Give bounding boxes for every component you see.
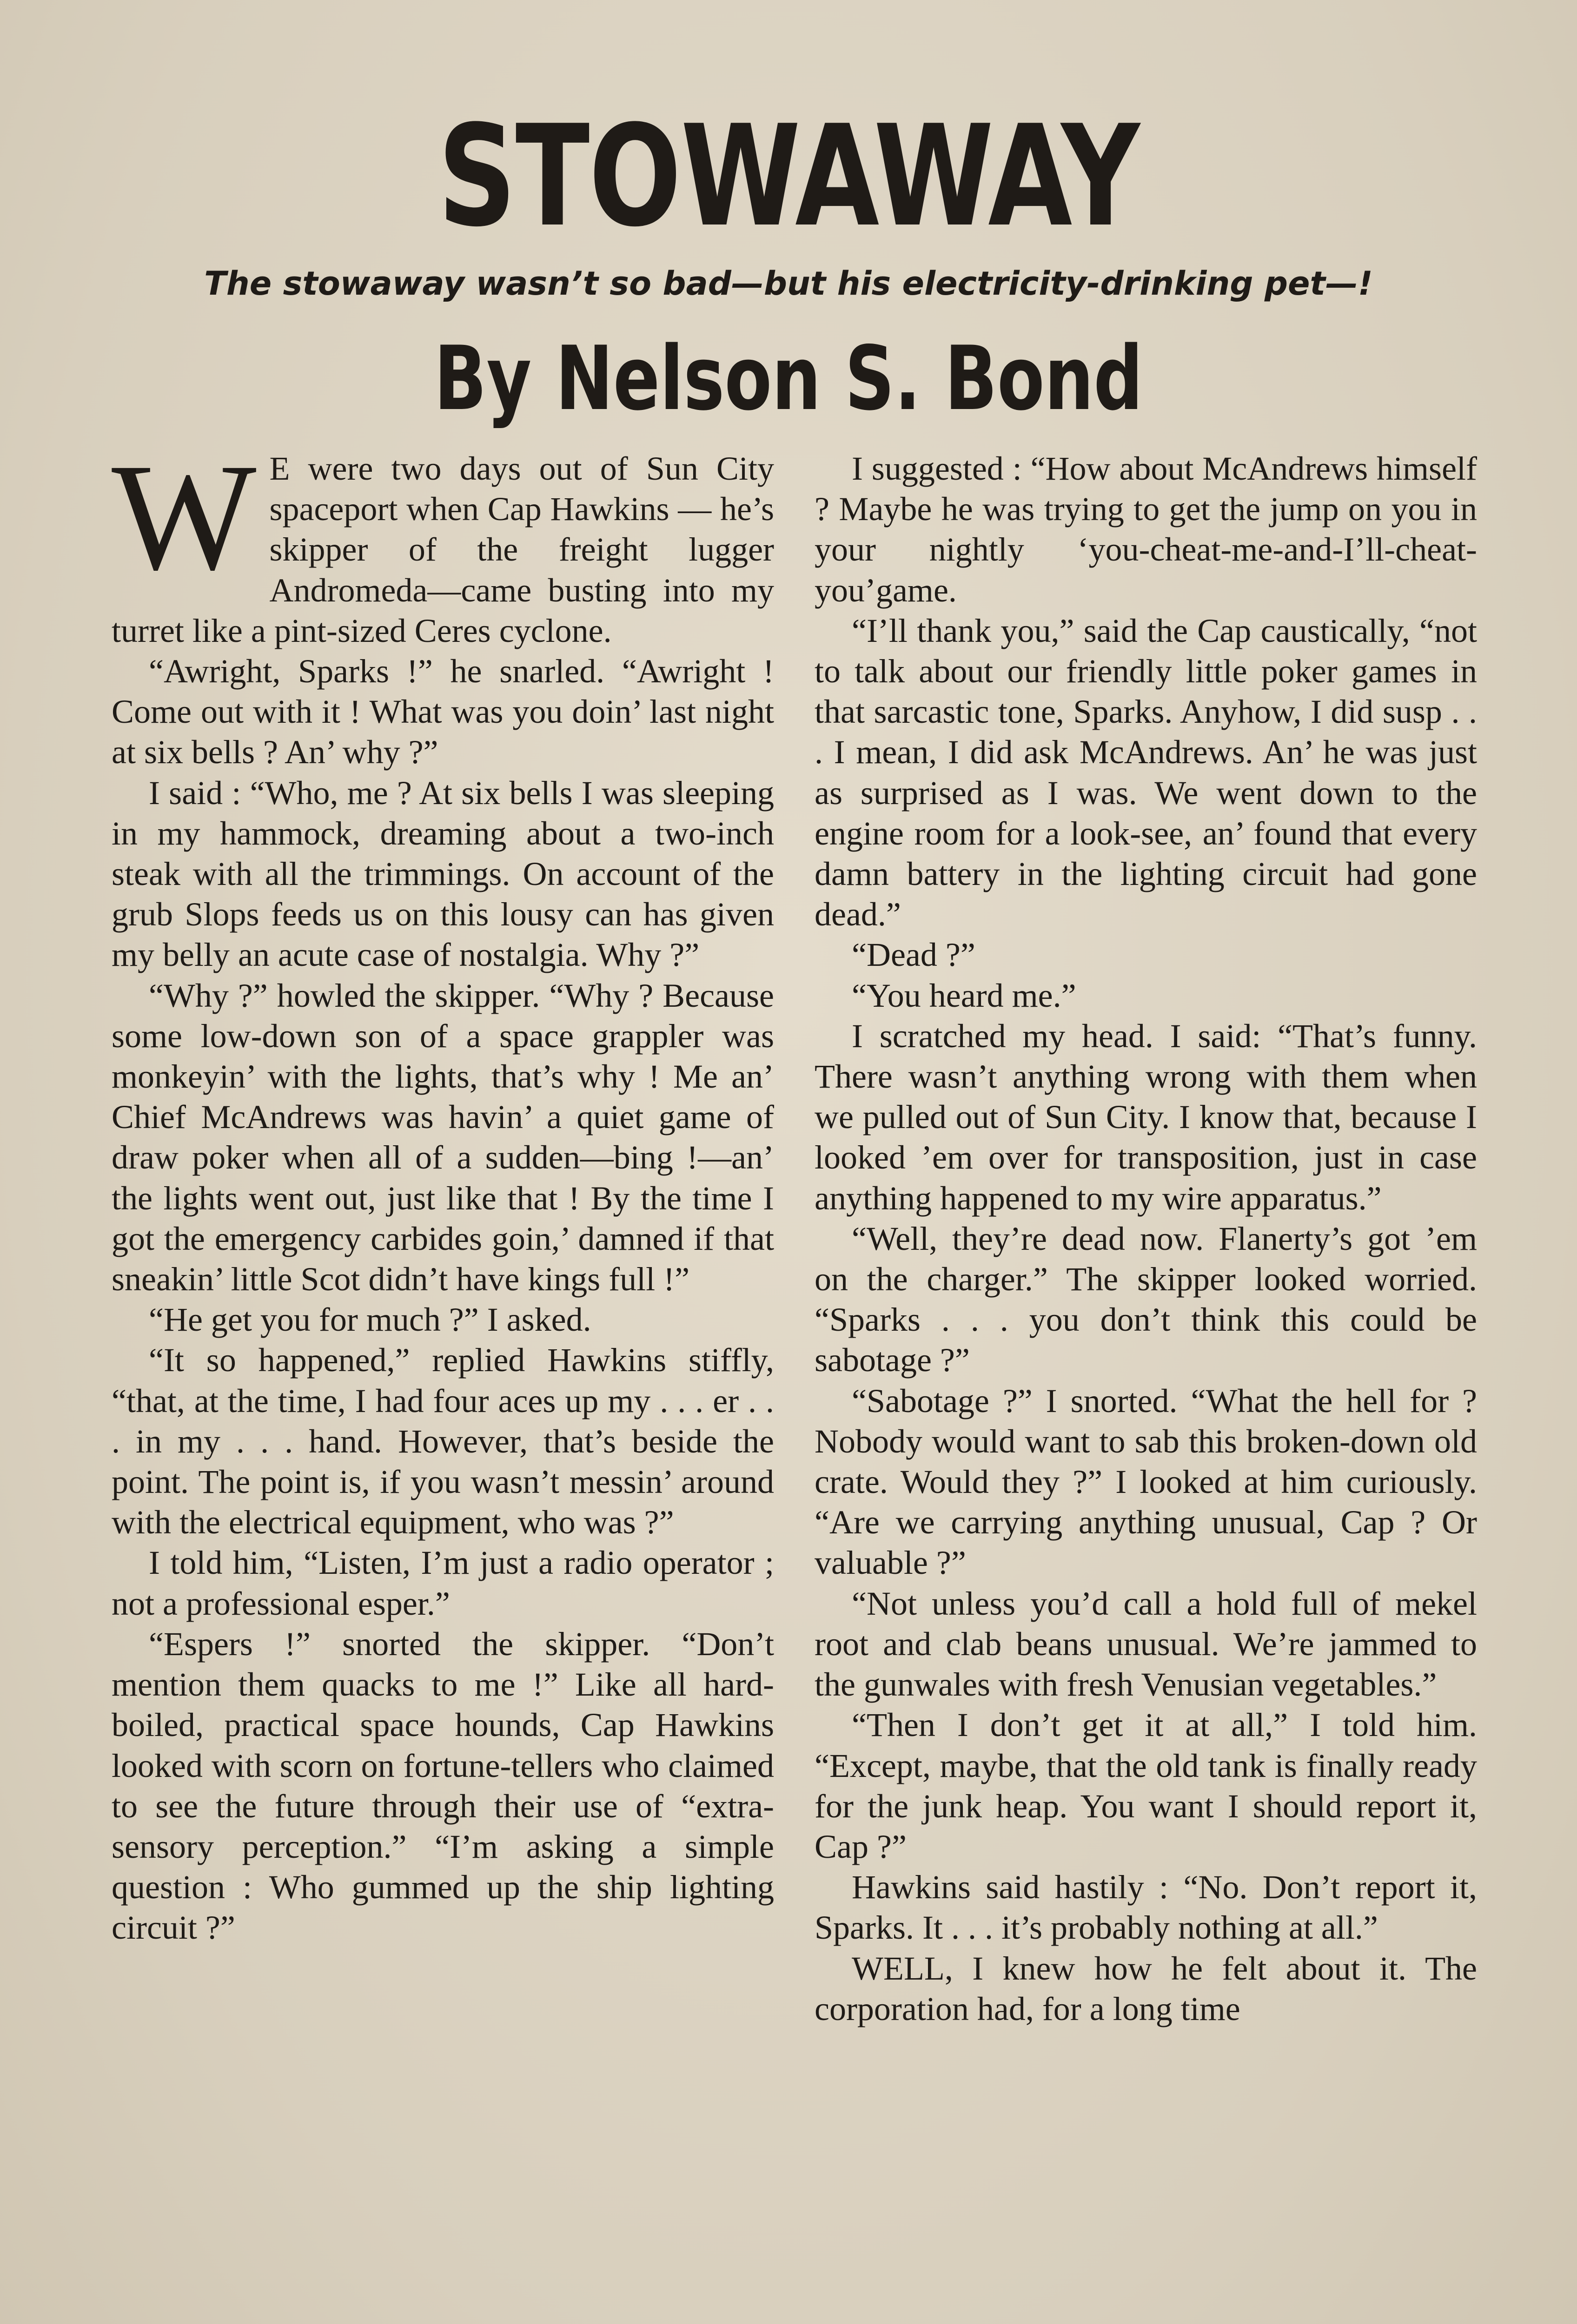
paragraph: “Dead ?” — [852, 936, 975, 974]
drop-cap: W — [112, 432, 257, 602]
left-column — [112, 432, 774, 1948]
paragraph: Hawkins said hastily : “No. Don’t report it, Sparks. It . . . it’s probably nothing at all.” — [815, 1868, 1477, 1947]
paragraph-text: E were two days out of Sun City spaceport when Cap Hawkins — he’s skipper of the freight lugger Andromeda—came busting into my turret like a pint-sized Ceres cyclone. — [112, 450, 774, 649]
paragraph: “Espers !” snorted the skipper. “Don’t mention them quacks to me !” Like all hard-boiled, practical space hounds, Cap Hawkins looked with scorn on fortune-tellers who claimed to see the future through their use of “extra-sensory perception.” “I’m asking a simple question : Who gummed up the ship lighting circuit ?” — [112, 1625, 774, 1947]
paragraph: “Why ?” howled the skipper. “Why ? Because some low-down son of a space grappler was monkeyin’ with the lights, that’s why ! Me an’ Chief McAndrews was havin’ a quiet game of draw poker when all of a sudden—bing !—an’ the lights went out, just like that ! By the time I got the emergency carbides goin,’ damned if that sneakin’ little Scot didn’t have kings full !” — [112, 977, 774, 1298]
paragraph: I said : “Who, me ? At six bells I was sleeping in my hammock, dreaming about a two-inch steak with all the trimmings. On account of the grub Slops feeds us on this lousy can has given my belly an acute case of nostalgia. Why ?” — [112, 774, 774, 974]
paragraph: “Awright, Sparks !” he snarled. “Awright ! Come out with it ! What was you doin’ last night at six bells ? An’ why ?” — [112, 653, 774, 771]
paragraph: “I’ll thank you,” said the Cap caustically, “not to talk about our friendly little poker games in that sarcastic tone, Sparks. Anyhow, I did susp . . . I mean, I did ask McAndrews. An’ he was just as surprised as I was. We went down to the engine room for a look-see, an’ found that every damn battery in the lighting circuit had gone dead.” — [815, 612, 1477, 933]
paragraph: I scratched my head. I said: “That’s funny. There wasn’t anything wrong with them when we pulled out of Sun City. I know that, because I looked ’em over for transposition, just in case anything happened to my wire apparatus.” — [815, 1017, 1477, 1217]
author-byline: By Nelson S. Bond — [434, 327, 1143, 430]
paragraph: “You heard me.” — [852, 977, 1076, 1014]
paragraph: “He get you for much ?” I asked. — [149, 1301, 591, 1339]
paragraph: “Well, they’re dead now. Flanerty’s got ’em on the charger.” The skipper looked worried. “Sparks . . . you don’t think this could be sabotage ?” — [815, 1220, 1477, 1379]
right-column — [815, 449, 1477, 2029]
paragraph: I suggested : “How about McAndrews himself ? Maybe he was trying to get the jump on you in your nightly ‘you-cheat-me-and-I’ll-cheat-you’game. — [815, 450, 1477, 609]
story-title: STOWAWAY — [437, 95, 1140, 257]
paragraph: “Not unless you’d call a hold full of mekel root and clab beans unusual. We’re jammed to the gunwales with fresh Venusian vegetables.” — [815, 1585, 1477, 1703]
paragraph — [112, 432, 774, 651]
paragraph: “Then I don’t get it at all,” I told him. “Except, maybe, that the old tank is finally ready for the junk heap. You want I should report it, Cap ?” — [815, 1706, 1477, 1865]
paragraph: I told him, “Listen, I’m just a radio operator ; not a professional esper.” — [112, 1544, 774, 1622]
paragraph: “It so happened,” replied Hawkins stiffly, “that, at the time, I had four aces up my . . . er . . . in my . . . hand. However, that’s beside the point. The point is, if you wasn’t messin’ around with the electrical equipment, who was ?” — [112, 1341, 774, 1541]
paragraph: “Sabotage ?” I snorted. “What the hell for ? Nobody would want to sab this broken-down old crate. Would they ?” I looked at him curiously. “Are we carrying anything unusual, Cap ? Or valuable ?” — [815, 1382, 1477, 1582]
story-subtitle: The stowaway wasn’t so bad—but his electricity-drinking pet—! — [204, 264, 1373, 303]
paragraph: WELL, I knew how he felt about it. The corporation had, for a long time — [815, 1949, 1477, 2027]
